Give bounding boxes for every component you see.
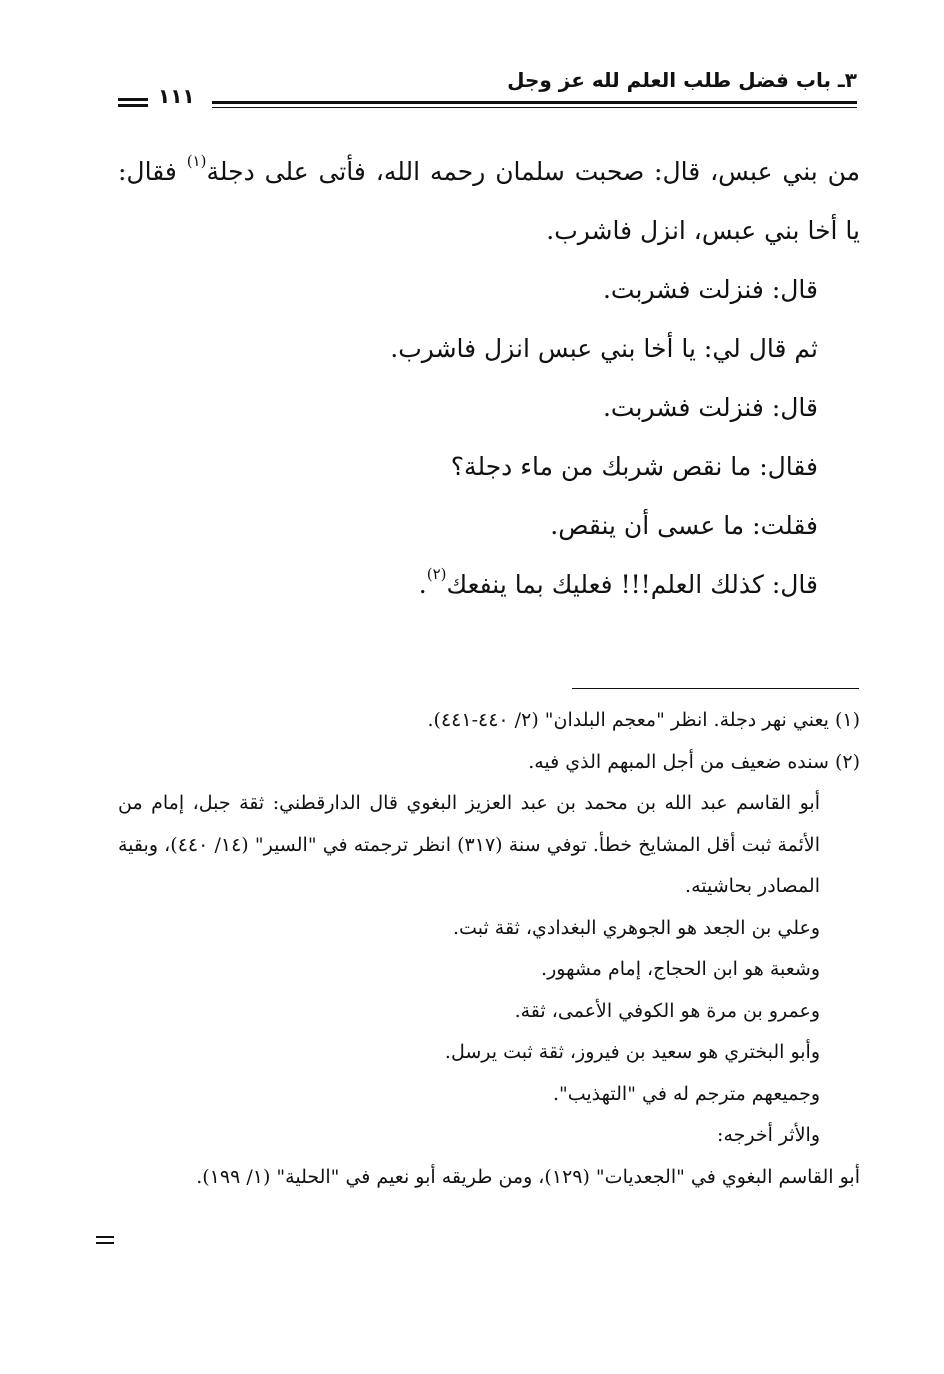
footnote-ref-2[interactable]: (٢): [426, 565, 447, 583]
footnote-2-paragraph: وعمرو بن مرة هو الكوفي الأعمى، ثقة.: [514, 999, 820, 1022]
chapter-title: ٣ـ باب فضل طلب العلم لله عز وجل: [507, 68, 857, 92]
footnote-2: (٢) سنده ضعيف من أجل المبهم الذي فيه.: [528, 750, 860, 773]
page-header: [112, 68, 857, 116]
footnote-2-paragraph: وجميعهم مترجم له في "التهذيب".: [552, 1082, 820, 1105]
footnote-2-paragraph: أبو القاسم عبد الله بن محمد بن عبد العزيز البغوي قال الدارقطني: ثقة جبل، إمام من الأئمة ثبت أقل المشايخ خطأ. توفي سنة (٣١٧) انظر ترجمته في "السير" (١٤/ ٤٤٠)، وبقية المصادر بحاشيته.: [118, 792, 820, 897]
footnote-ref-1[interactable]: (١): [186, 152, 207, 170]
continuation-mark: [96, 1236, 114, 1248]
page-number: ١١١: [158, 84, 195, 108]
text-line: ثم قال لي: يا أخا بني عبس انزل فاشرب.: [390, 334, 818, 363]
text-line: قال: فنزلت فشربت.: [602, 393, 818, 422]
text-line: فقال: ما نقص شربك من ماء دجلة؟: [450, 452, 818, 481]
main-text: [118, 142, 860, 614]
footnotes: [118, 700, 860, 1198]
text-line: فقلت: ما عسى أن ينقص.: [550, 511, 818, 540]
text-line: قال: فنزلت فشربت.: [602, 275, 818, 304]
header-rule: [212, 101, 857, 108]
text-line: قال: كذلك العلم!!! فعليك بما ينفعك$^{(٢)}$.: [418, 565, 818, 599]
footnote-2-paragraph: وأبو البختري هو سعيد بن فيروز، ثقة ثبت يرسل.: [444, 1041, 820, 1063]
footnote-2-paragraph: أبو القاسم البغوي في "الجعديات" (١٢٩)، ومن طريقه أبو نعيم في "الحلية" (١/ ١٩٩).: [196, 1165, 860, 1188]
footnote-1: (١) يعني نهر دجلة. انظر "معجم البلدان" (٢/ ٤٤٠-٤٤١).: [427, 709, 860, 731]
footnote-separator: [572, 688, 859, 689]
footnote-2-paragraph: وعلي بن الجعد هو الجوهري البغدادي، ثقة ثبت.: [453, 916, 820, 939]
footnote-2-paragraph: وشعبة هو ابن الحجاج، إمام مشهور.: [541, 958, 820, 980]
header-ornament: [118, 98, 148, 110]
footnote-2-paragraph: والأثر أخرجه:: [717, 1124, 820, 1146]
paragraph-1: من بني عبس، قال: صحبت سلمان رحمه الله، فأتى على دجلة$^{(١)}$ فقال: يا أخا بني عبس، انزل فاشرب.: [118, 152, 860, 245]
